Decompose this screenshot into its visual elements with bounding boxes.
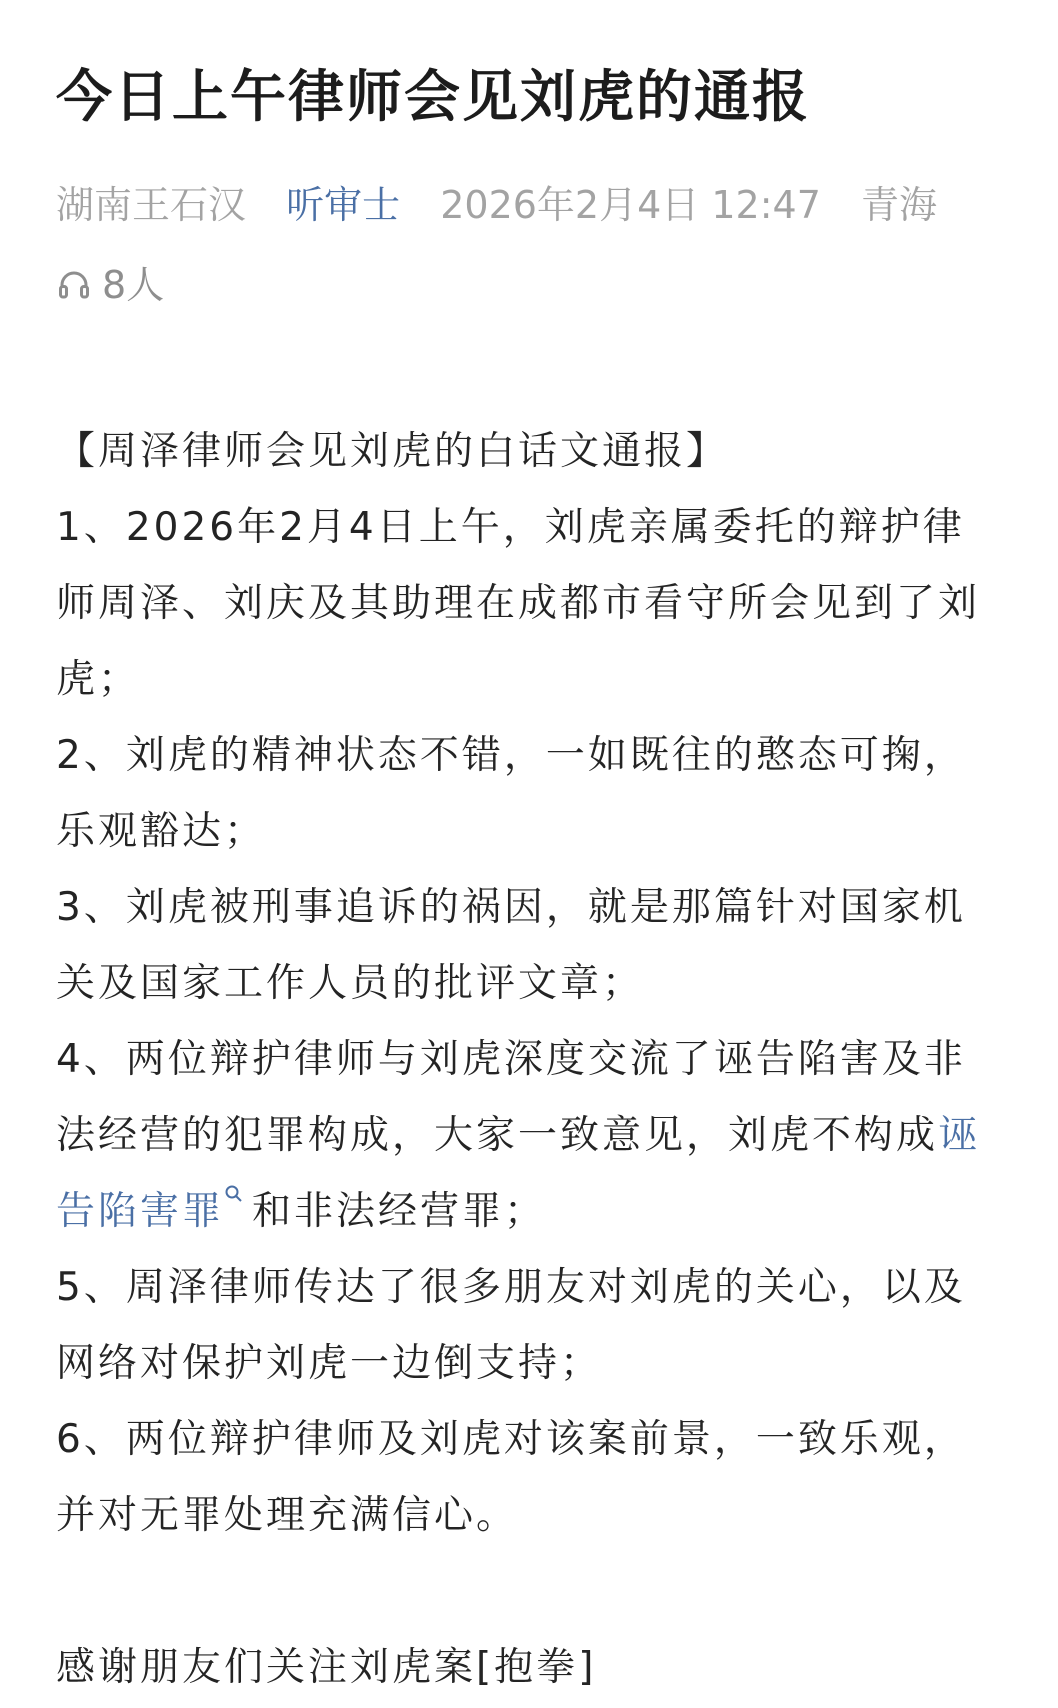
- item4-text-before: 4、两位辩护律师与刘虎深度交流了诬告陷害及非法经营的犯罪构成，大家一致意见，刘虎不构成: [56, 1037, 966, 1158]
- keyword-search-link[interactable]: 诬告陷害罪: [56, 1113, 981, 1234]
- author-name[interactable]: 湖南王石汉: [56, 183, 247, 227]
- thanks-text: 感谢朋友们关注刘虎案[抱拳]: [56, 1645, 597, 1690]
- listen-link[interactable]: 听审士: [286, 183, 401, 227]
- location: 青海: [860, 183, 937, 227]
- list-item: 5、周泽律师传达了很多朋友对刘虎的关心，以及网络对保护刘虎一边倒支持；: [56, 1265, 966, 1386]
- publish-time: 2026年2月4日 12:47: [440, 183, 821, 227]
- list-item: 2、刘虎的精神状态不错，一如既往的憨态可掬，乐观豁达；: [56, 733, 966, 854]
- listener-count-row: [56, 260, 1002, 310]
- list-item: 1、2026年2月4日上午，刘虎亲属委托的辩护律师周泽、刘庆及其助理在成都市看守所会见到了刘虎；: [56, 505, 981, 702]
- article-heading: 【周泽律师会见刘虎的白话文通报】: [56, 429, 729, 474]
- article-title: 今日上午律师会见刘虎的通报: [56, 65, 810, 130]
- article-meta: [56, 180, 1002, 230]
- item4-text-after: 和非法经营罪；: [252, 1189, 547, 1234]
- headphones-icon: [56, 267, 92, 303]
- listener-count: 8人: [102, 263, 165, 307]
- search-icon[interactable]: [224, 1184, 244, 1204]
- list-item: [56, 1022, 1002, 1250]
- list-item: 3、刘虎被刑事追诉的祸因，就是那篇针对国家机关及国家工作人员的批评文章；: [56, 885, 966, 1006]
- list-item: 6、两位辩护律师及刘虎对该案前景，一致乐观，并对无罪处理充满信心。: [56, 1417, 966, 1538]
- article-body: [56, 414, 1002, 1554]
